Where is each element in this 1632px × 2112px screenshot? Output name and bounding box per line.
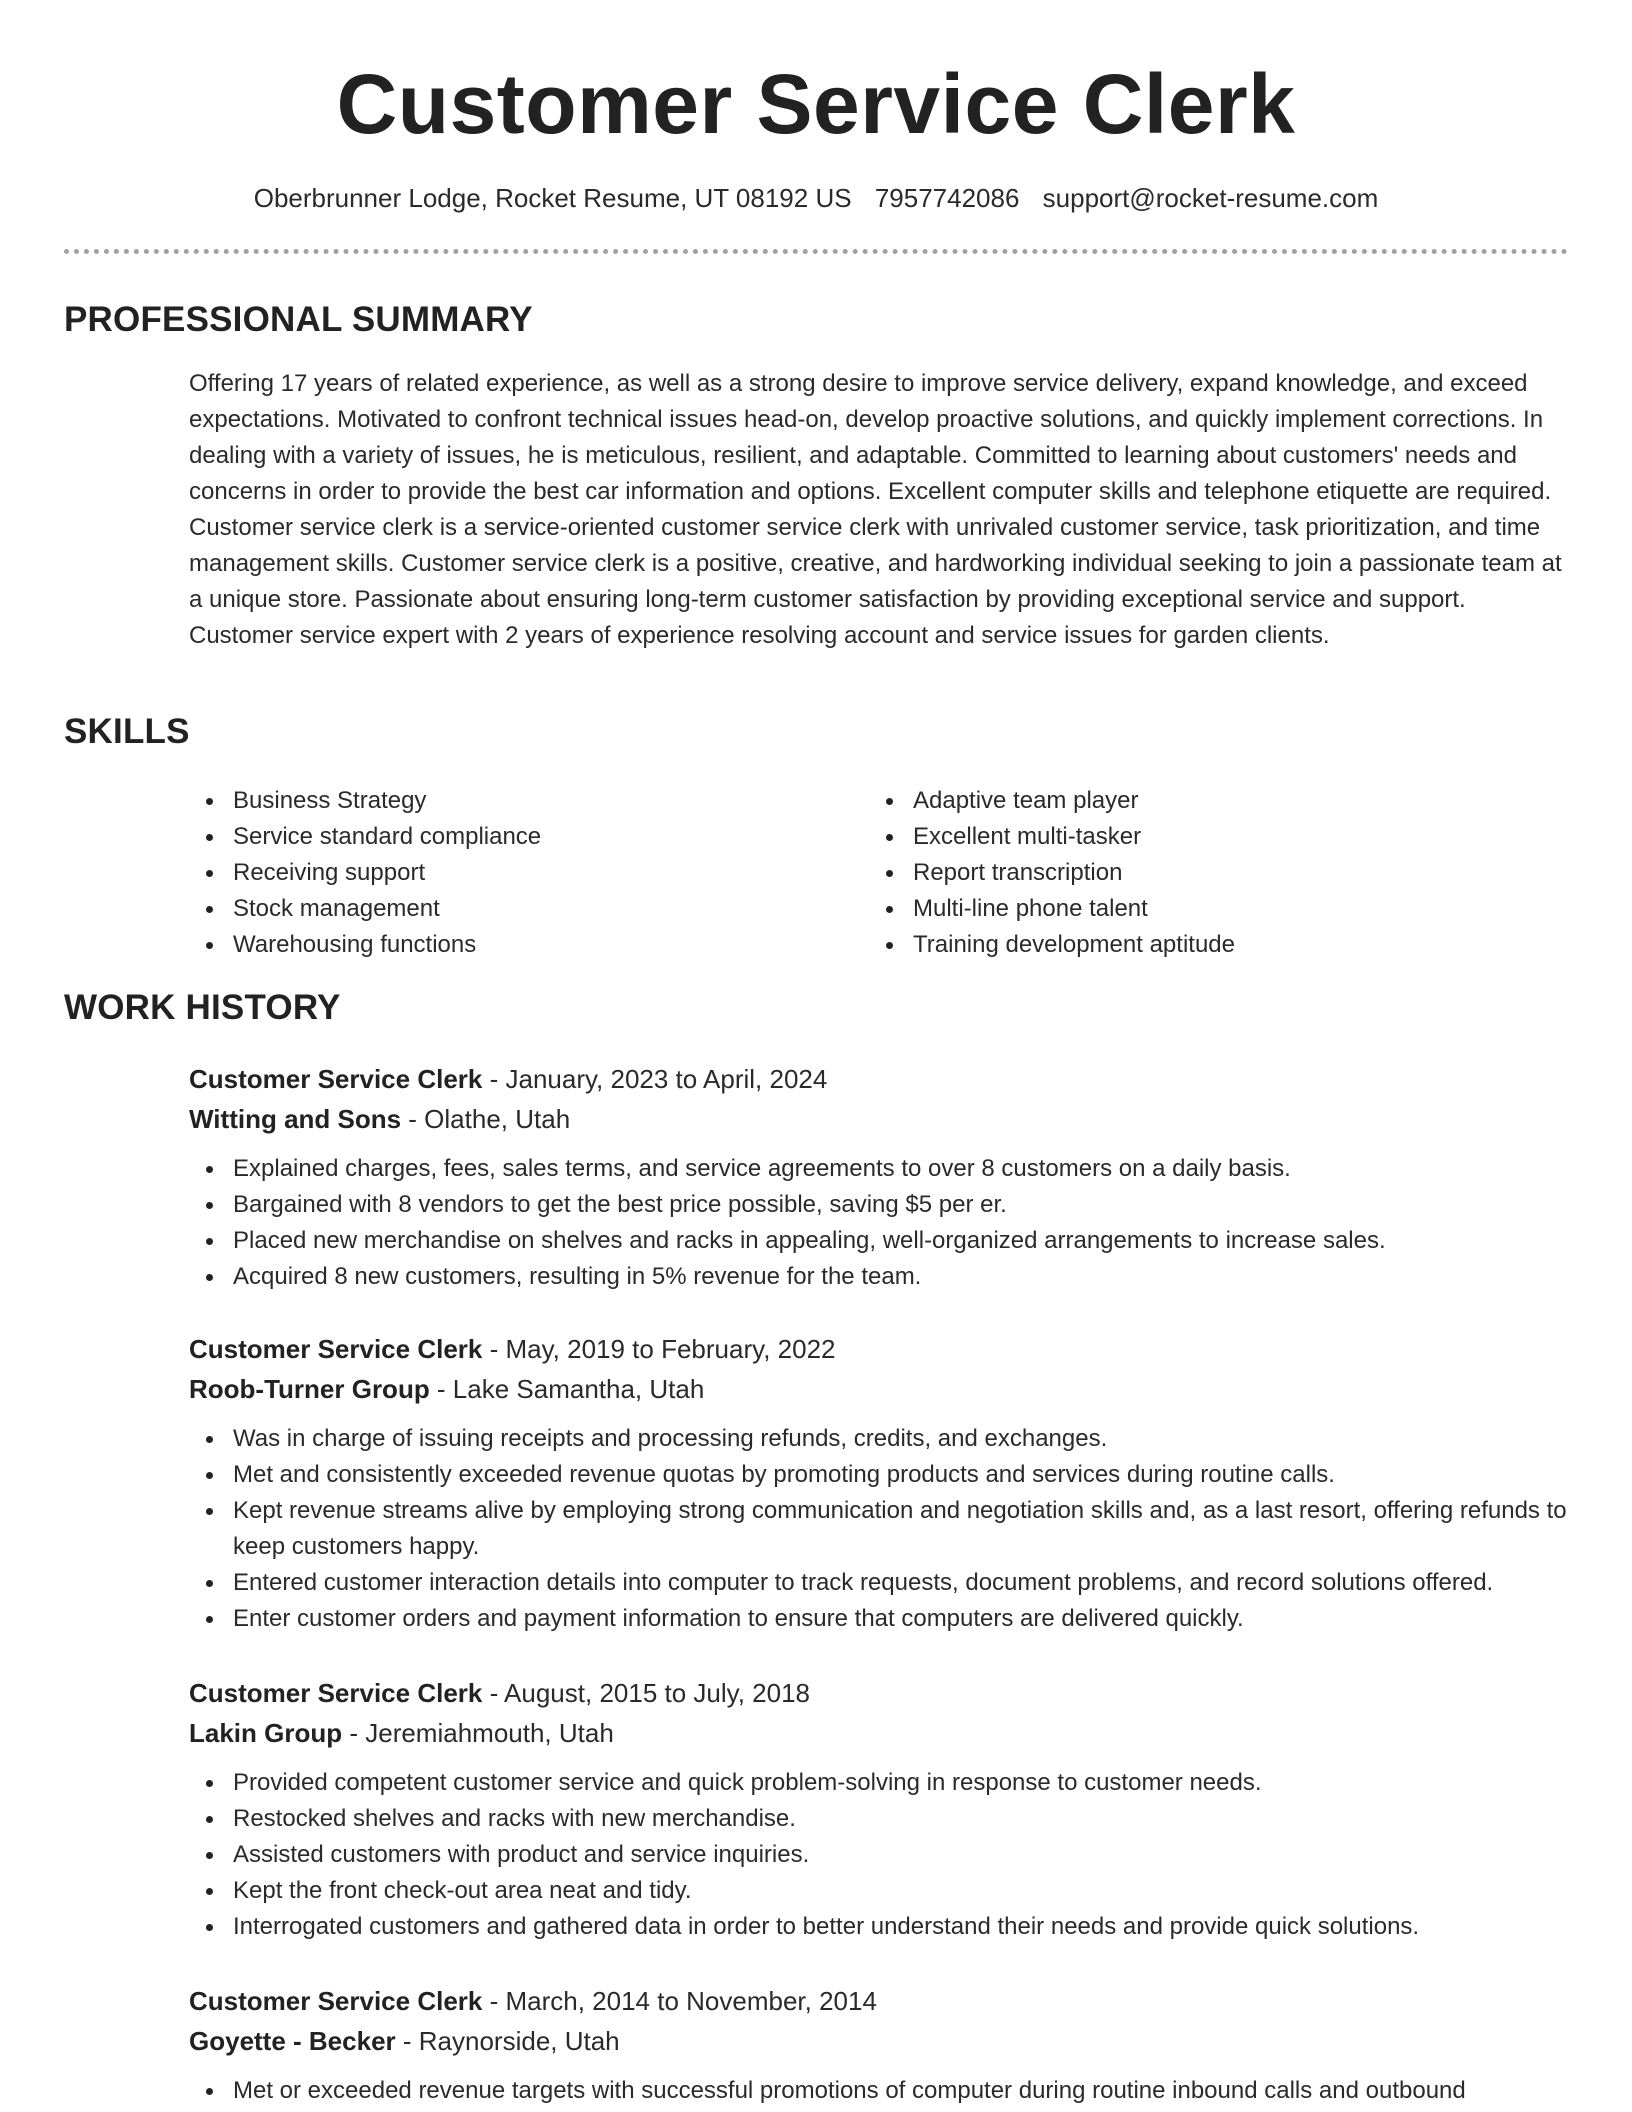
job-bullets (189, 1765, 1569, 1945)
job-bullets (189, 2073, 1569, 2109)
job-dates: - August, 2015 to July, 2018 (482, 1678, 811, 1708)
job-bullet: Acquired 8 new customers, resulting in 5% revenue for the team. (189, 1259, 1569, 1295)
job-company: Roob-Turner Group (189, 1374, 430, 1404)
job-entry (189, 1059, 1569, 1295)
job-company-line (189, 1713, 1569, 1753)
contact-line (0, 180, 1632, 216)
job-bullet: Restocked shelves and racks with new merchandise. (189, 1801, 1569, 1837)
contact-phone: 7957742086 (874, 183, 1020, 213)
skill-item: Stock management (189, 891, 829, 927)
skill-item: Report transcription (869, 855, 1549, 891)
job-dates: - January, 2023 to April, 2024 (482, 1064, 828, 1094)
contact-email[interactable]: support@rocket-resume.com (1042, 183, 1379, 213)
skill-item: Receiving support (189, 855, 829, 891)
job-company: Witting and Sons (189, 1104, 402, 1134)
job-bullet: Enter customer orders and payment information to ensure that computers are delivered quickly. (189, 1601, 1569, 1637)
job-bullets (189, 1421, 1569, 1637)
job-bullet: Assisted customers with product and service inquiries. (189, 1837, 1569, 1873)
work-history-heading: WORK HISTORY (64, 988, 341, 1027)
job-title-line (189, 1981, 1569, 2021)
job-location: - Lake Samantha, Utah (429, 1374, 705, 1404)
job-location: - Raynorside, Utah (395, 2026, 620, 2056)
job-title: Customer Service Clerk (189, 1678, 483, 1708)
job-company-line (189, 1099, 1569, 1139)
job-bullet: Provided competent customer service and quick problem-solving in response to customer needs. (189, 1765, 1569, 1801)
job-bullet: Interrogated customers and gathered data in order to better understand their needs and provide quick solutions. (189, 1909, 1569, 1945)
job-company: Lakin Group (189, 1718, 343, 1748)
job-bullet: Kept the front check-out area neat and tidy. (189, 1873, 1569, 1909)
job-title-line (189, 1329, 1569, 1369)
job-entry (189, 1981, 1569, 2109)
summary-heading: PROFESSIONAL SUMMARY (64, 300, 533, 339)
skill-item: Warehousing functions (189, 927, 829, 963)
header-divider (64, 249, 1568, 254)
summary-text: Offering 17 years of related experience, as well as a strong desire to improve service delivery, expand knowledge, and exceed expectations. Motivated to confront technical issues head-on, develop proactive solutions, and quickly implement corrections. In dealing with a variety of issues, he is meticulous, resilient, and adaptable. Committed to learning about customers' needs and concerns in order to provide the best car information and options. Excellent computer skills and telephone etiquette are required. Customer service clerk is a service-oriented customer service clerk with unrivaled customer service, task prioritization, and time management skills. Customer service clerk is a positive, creative, and hardworking individual seeking to join a passionate team at a unique store. Passionate about ensuring long-term customer satisfaction by providing exceptional service and support. Customer service expert with 2 years of experience resolving account and service issues for garden clients. (189, 370, 1562, 649)
skills-list-right (869, 783, 1549, 963)
job-bullet: Met and consistently exceeded revenue quotas by promoting products and services during routine calls. (189, 1457, 1569, 1493)
contact-address: Oberbrunner Lodge, Rocket Resume, UT 08192 US (253, 183, 852, 213)
job-title-line (189, 1673, 1569, 1713)
job-bullets (189, 1151, 1569, 1295)
job-company-line (189, 2021, 1569, 2061)
job-title: Customer Service Clerk (189, 1334, 483, 1364)
job-location: - Jeremiahmouth, Utah (342, 1718, 614, 1748)
job-bullet: Was in charge of issuing receipts and processing refunds, credits, and exchanges. (189, 1421, 1569, 1457)
job-bullet: Kept revenue streams alive by employing strong communication and negotiation skills and, as a last resort, offering refunds to keep customers happy. (189, 1493, 1569, 1565)
job-company: Goyette - Becker (189, 2026, 396, 2056)
job-title: Customer Service Clerk (189, 1986, 483, 2016)
skill-item: Multi-line phone talent (869, 891, 1549, 927)
job-bullet: Placed new merchandise on shelves and racks in appealing, well-organized arrangements to increase sales. (189, 1223, 1569, 1259)
skill-item: Excellent multi-tasker (869, 819, 1549, 855)
resume-name: Customer Service Clerk (336, 57, 1296, 151)
job-dates: - May, 2019 to February, 2022 (482, 1334, 836, 1364)
skill-item: Business Strategy (189, 783, 829, 819)
job-company-line (189, 1369, 1569, 1409)
skills-list-left (189, 783, 829, 963)
skill-item: Adaptive team player (869, 783, 1549, 819)
job-bullet: Bargained with 8 vendors to get the best price possible, saving $5 per er. (189, 1187, 1569, 1223)
job-bullet: Explained charges, fees, sales terms, and service agreements to over 8 customers on a daily basis. (189, 1151, 1569, 1187)
job-title: Customer Service Clerk (189, 1064, 483, 1094)
skill-item: Training development aptitude (869, 927, 1549, 963)
skill-item: Service standard compliance (189, 819, 829, 855)
job-dates: - March, 2014 to November, 2014 (482, 1986, 877, 2016)
skills-heading: SKILLS (64, 712, 190, 751)
job-entry (189, 1673, 1569, 1945)
job-title-line (189, 1059, 1569, 1099)
job-bullet: Met or exceeded revenue targets with successful promotions of computer during routine inbound calls and outbound (189, 2073, 1569, 2109)
job-location: - Olathe, Utah (401, 1104, 571, 1134)
job-entry (189, 1329, 1569, 1637)
job-bullet: Entered customer interaction details into computer to track requests, document problems, and record solutions offered. (189, 1565, 1569, 1601)
